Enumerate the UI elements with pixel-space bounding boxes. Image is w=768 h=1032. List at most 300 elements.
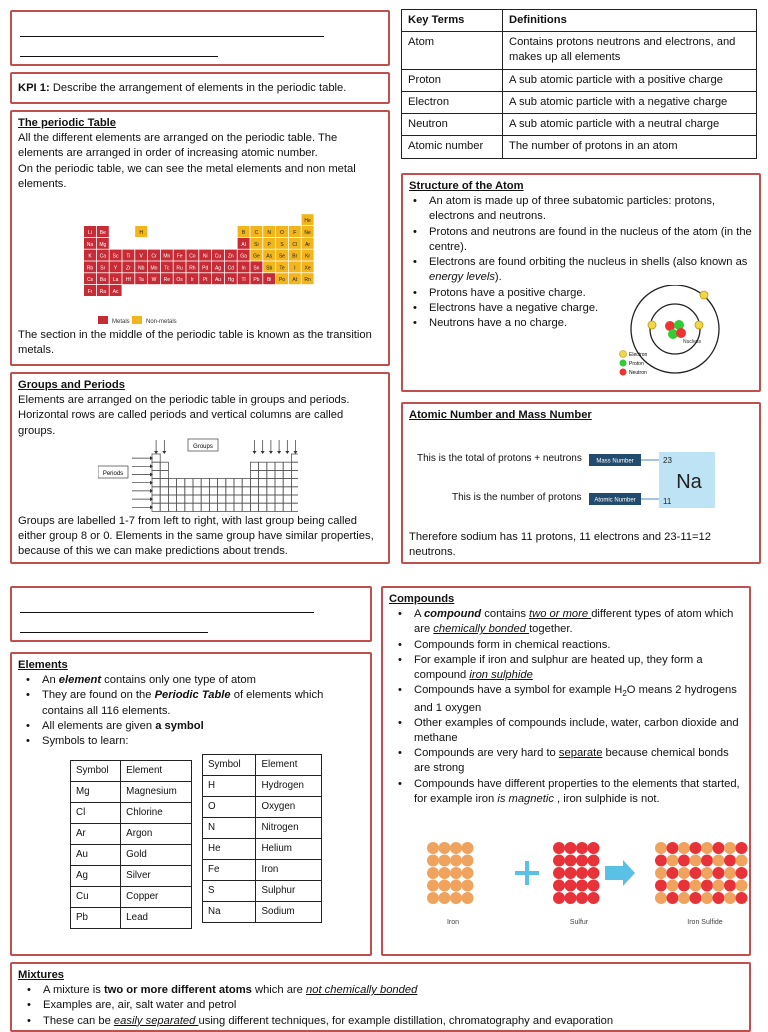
element-symbol: As [266,253,273,260]
element-symbol: Bi [266,277,272,284]
bullet-list [389,607,743,807]
element-symbol: Si [254,241,259,248]
text: of elements which contains all 116 elements. [42,689,324,717]
symbol: N [203,818,256,839]
list-item [414,777,743,807]
iron-sulfide-atom [736,892,748,904]
table-row [71,908,192,929]
text: , iron sulphide is not. [553,792,660,805]
paragraph: On the periodic table, we can see the metal elements and non metal elements. [18,162,356,190]
element-symbol: Ba [99,277,106,284]
text: ). [494,271,502,284]
list-item: • Examples are, air, salt water and petrol [43,998,743,1013]
iron-sulfide-atom [690,842,702,854]
iron-sulfide-atom [655,880,667,892]
emphasis: energy levels [429,271,495,284]
symbol: Ar [71,824,121,845]
list-item [43,983,743,998]
table-row [203,818,322,839]
definition: A sub atomic particle with a negative charge [503,91,757,113]
periodic-table-box [10,110,390,366]
element-symbol: Zn [227,253,234,260]
table-row [203,797,322,818]
table-header: Element [256,755,322,776]
text: An [42,674,59,687]
bullet-list [18,673,364,749]
iron-sulfide-atom [736,842,748,854]
element-symbol: Y [113,265,118,272]
element-name: Copper [121,887,192,908]
iron-atom [450,892,462,904]
section-heading: Atomic Number and Mass Number [409,409,592,421]
list-item: • Other examples of compounds include, water, carbon dioxide and methane [414,716,743,746]
element-name: Magnesium [121,782,192,803]
table-header: Element [121,761,192,782]
iron-atom [439,867,451,879]
mass-number-caption: This is the total of protons + neutrons [417,453,582,464]
element-name: Sulphur [256,881,322,902]
element-symbol: N [267,230,272,236]
emphasis: easily separated [113,1014,199,1027]
element-symbol: Mg [99,241,107,248]
element-name: Oxygen [256,797,322,818]
sulfur-atom [576,880,588,892]
symbol: Mg [71,782,121,803]
iron-sulfide-atom [701,892,713,904]
iron-atom [427,892,439,904]
iron-sulfide-atom [713,867,725,879]
symbols-table-1 [70,760,192,929]
table-row [203,902,322,923]
iron-sulfide-label: Iron Sulfide [687,919,723,926]
symbol: S [203,881,256,902]
element-symbol: H [139,230,144,236]
iron-atom [462,867,474,879]
definition: A sub atomic particle with a positive charge [503,69,757,91]
legend-nonmetals: Non-metals [146,319,177,325]
list-item: • Neutrons have a no charge. [429,316,753,331]
iron-sulfide-atom [667,842,679,854]
text: Compounds have different properties to the elements that started, for example iron [414,777,740,805]
iron-atom [427,880,439,892]
iron-sulfide-atom [736,880,748,892]
mass-number-value: 23 [663,456,672,465]
text: contains [481,608,530,621]
element-symbol: Ag [214,265,222,272]
element-name: Chlorine [121,803,192,824]
iron-sulfide-atom [690,892,702,904]
table-row [71,782,192,803]
mixtures-box [10,962,751,1032]
iron-sulfide-atom [724,842,736,854]
element-symbol: Be [99,230,106,236]
sulfur-atom [553,880,565,892]
element-name: Lead [121,908,192,929]
symbol: Au [71,845,121,866]
title-box-bottom [10,586,372,642]
groups-periods-diagram [98,436,298,514]
kpi-label: KPI 1: [18,82,50,94]
iron-sulfide-atom [667,892,679,904]
element-symbol: Hg [227,277,235,284]
list-item: • Protons and neutrons are found in the nucleus of the atom (in the centre). [429,225,753,255]
text: because chemical bonds are strong [414,747,729,775]
element-symbol: O [280,230,284,236]
sulfur-atom [565,842,577,854]
iron-atom [439,842,451,854]
kpi-box [10,72,390,104]
periods-label: Periods [102,471,124,477]
sulfur-atom [565,892,577,904]
sulfur-atom [565,867,577,879]
section-heading: Compounds [389,593,455,605]
sulfur-atom [565,855,577,867]
section-heading: Mixtures [18,969,65,981]
atomic-number-tag: Atomic Number [594,497,636,504]
text: Electrons are found orbiting the nucleus in shells (also known as [429,256,748,269]
list-item [414,653,743,683]
sulfur-atom [576,855,588,867]
emphasis: two or more different atoms [103,984,252,997]
element-symbol: S [280,241,284,248]
sulfur-atom [553,892,565,904]
sulfur-atom [553,855,565,867]
sulfur-atom [576,842,588,854]
term: Electron [402,91,503,113]
element-symbol: Tl [241,277,246,284]
element-name: Argon [121,824,192,845]
element-name: Silver [121,866,192,887]
iron-sulfide-atom [713,855,725,867]
symbol: Cu [71,887,121,908]
list-item: • Compounds form in chemical reactions. [414,638,743,653]
sulfur-label: Sulfur [569,919,589,926]
symbol: O [203,797,256,818]
sulfur-atom [588,867,600,879]
groups-label: Groups [193,444,213,450]
table-row [71,887,192,908]
iron-atom [450,867,462,879]
iron-sulfide-atom [724,892,736,904]
element-symbol: Al [241,241,246,248]
emphasis: a symbol [155,719,204,732]
emphasis: element [58,674,102,687]
element-symbol: K [88,253,92,260]
iron-sulfide-atom [667,867,679,879]
element-symbol: Te [279,265,285,272]
element-symbol: I [294,265,296,272]
element-symbol: Au [214,277,222,284]
atomic-number-value: 11 [663,497,672,506]
element-symbol: Sr [100,265,106,272]
iron-sulfide-atom [655,842,667,854]
text: contains only one type of atom [101,674,256,687]
list-item [414,607,743,637]
element-symbol: Br [292,253,298,260]
definition: Contains protons neutrons and electrons, and makes up all elements [503,32,757,69]
emphasis: chemically bonded [433,623,530,636]
element-symbol: Cd [227,265,235,272]
elements-box [10,652,372,956]
element-symbol: Li [88,230,92,236]
list-item: • Symbols to learn: [42,734,364,749]
text: which are [251,984,306,997]
iron-sulfide-atom [724,855,736,867]
iron-sulfide-atom [678,880,690,892]
list-item [414,746,743,776]
iron-sulfide-atom [678,867,690,879]
iron-atom [450,842,462,854]
symbol: Na [203,902,256,923]
symbol: Cl [71,803,121,824]
iron-sulfide-atom [667,855,679,867]
element-symbol: Ga [240,253,247,260]
section-heading: Groups and Periods [18,379,125,391]
term: Atomic number [402,136,503,158]
emphasis: iron sulphide [469,669,533,682]
table-row [203,860,322,881]
term: Atom [402,32,503,69]
element-symbol: Nb [137,265,145,272]
paragraph: Therefore sodium has 11 protons, 11 electrons and 23-11=12 neutrons. [409,531,711,559]
element-name: Gold [121,845,192,866]
iron-sulfide-atom [655,867,667,879]
symbol: H [203,776,256,797]
table-row [402,91,757,113]
element-symbol: Cs [86,277,94,284]
iron-label: Iron [446,919,460,926]
element-symbol: In [241,265,246,272]
element-symbol: Ge [253,253,260,260]
iron-sulfide-atom [713,880,725,892]
table-row [402,114,757,136]
emphasis: Periodic Table [154,689,231,702]
iron-atom [427,867,439,879]
table-row [402,32,757,69]
element-symbol: He [304,218,311,225]
paragraph: Elements are arranged on the periodic table in groups and periods. Horizontal rows are called periods and vertical columns are called groups. [18,394,350,437]
symbol: Pb [71,908,121,929]
element-symbol: Se [278,253,286,260]
text: They are found on the [42,689,155,702]
table-row [71,845,192,866]
element-symbol: Xe [304,265,311,272]
list-item: • Protons have a positive charge. [429,286,753,301]
element-symbol: Ne [304,230,311,236]
element-symbol: Na [676,471,702,493]
text: All elements are given [42,719,156,732]
list-item [42,688,364,718]
emphasis: separate [558,747,603,760]
bullet-list [18,983,743,1029]
symbol: He [203,839,256,860]
sodium-notation [589,450,729,514]
element-symbol: Cu [214,253,222,260]
element-symbol: Os [176,277,183,284]
iron-sulfide-atom [690,880,702,892]
element-symbol: Rn [304,277,311,284]
iron-atom [427,842,439,854]
element-symbol: Ni [202,253,208,260]
element-symbol: Zr [126,265,131,272]
title-line [20,56,218,57]
iron-sulfide-atom [724,880,736,892]
element-symbol: Tc [164,265,170,272]
element-symbol: Pd [202,265,209,272]
symbol: Ag [71,866,121,887]
iron-sulfide-atom [701,842,713,854]
nonmetals-swatch [132,316,142,324]
section-heading: Structure of the Atom [409,180,524,192]
section-heading: Elements [18,659,68,671]
element-symbol: Ta [138,277,144,284]
element-symbol: V [139,253,143,260]
table-row [402,69,757,91]
table-row [203,776,322,797]
element-symbol: W [151,277,157,284]
iron-atom [439,855,451,867]
table-header: Symbol [203,755,256,776]
symbol: Fe [203,860,256,881]
compounds-box [381,586,751,956]
element-symbol: Pt [202,277,208,284]
element-symbol: Sb [266,265,273,272]
element-symbol: Kr [305,253,311,260]
element-symbol: Sc [112,253,119,260]
table-row [71,866,192,887]
element-symbol: Mo [150,265,158,272]
iron-sulfide-atom [690,855,702,867]
paragraph: All the different elements are arranged on the periodic table. The elements are arranged in order of increasing atomic number. [18,132,338,160]
element-symbol: Fr [87,289,93,295]
nucleus-label: Nucleus [683,339,702,345]
table-row [203,839,322,860]
list-item [414,683,743,715]
element-symbol: Cl [292,241,298,248]
element-symbol: Na [86,241,94,248]
iron-sulfide-atom [655,892,667,904]
symbols-table-2 [202,754,322,923]
text: using different techniques, for example distillation, chromatography and evaporation [198,1014,614,1027]
iron-atom [462,880,474,892]
emphasis: two or more [529,608,592,621]
title-line [20,612,314,613]
periodic-table-diagram [12,204,392,326]
arrow-icon [605,860,635,886]
legend-metals: Metals [112,319,130,325]
title-line [20,632,208,633]
text: A [414,608,424,621]
iron-sulfide-atom [655,855,667,867]
iron-sulfide-atom [678,892,690,904]
table-header: Definitions [503,10,757,32]
legend-neutron: Neutron [629,370,647,376]
element-symbol: Co [189,253,196,260]
iron-atom [462,855,474,867]
sulfur-atom [588,892,600,904]
iron-atom [462,842,474,854]
iron-sulfide-atom [724,867,736,879]
iron-atom [462,892,474,904]
atom-structure-box [401,173,761,392]
table-header: Symbol [71,761,121,782]
element-symbol: P [267,241,271,248]
sulfur-atom [588,842,600,854]
iron-sulfur-reaction-diagram [423,834,763,934]
text: Compounds have a symbol for example H [414,684,623,697]
sulfur-atom [553,867,565,879]
section-heading: The periodic Table [18,117,117,129]
sulfur-atom [588,855,600,867]
list-item [429,255,753,285]
iron-sulfide-atom [736,855,748,867]
table-row [203,881,322,902]
table-row [402,136,757,158]
element-symbol: Fe [176,253,183,260]
term: Proton [402,69,503,91]
element-symbol: Re [163,277,171,284]
element-symbol: B [241,230,246,236]
list-item: • Electrons have a negative charge. [429,301,753,316]
term: Neutron [402,114,503,136]
paragraph: The section in the middle of the periodic table is known as the transition metals. [18,329,372,357]
atomic-number-caption: This is the number of protons [452,492,582,503]
table-header: Key Terms [402,10,503,32]
atomic-number-box [401,402,761,564]
element-symbol: Sn [253,265,260,272]
title-line [20,36,324,37]
element-symbol: Mn [163,253,171,260]
iron-sulfide-atom [701,867,713,879]
element-name: Sodium [256,902,322,923]
sulfur-atom [576,892,588,904]
paragraph: Groups are labelled 1-7 from left to right, with last group being called either group 8 or 0. Elements in the same group have similar properties, because of this we can make predictions about trends. [18,515,374,558]
iron-atom [450,855,462,867]
element-symbol: Rb [86,265,94,272]
title-box-top [10,10,390,66]
iron-atom [427,855,439,867]
list-item [42,673,364,688]
text: For example if iron and sulphur are heated up, they form a compound [414,653,703,682]
atom-diagram [613,285,743,385]
element-symbol: Cr [151,253,157,260]
iron-atom [450,880,462,892]
element-symbol: Ca [99,253,107,260]
list-item: • An atom is made up of three subatomic particles: protons, electrons and neutrons. [429,194,753,224]
list-item [43,1014,743,1029]
iron-sulfide-atom [690,867,702,879]
element-symbol: F [293,230,297,236]
element-symbol: Ti [126,253,131,260]
emphasis: compound [423,608,482,621]
subscript: 2 [622,689,627,699]
element-symbol: Ru [176,265,183,272]
definition: The number of protons in an atom [503,136,757,158]
element-name: Hydrogen [256,776,322,797]
iron-sulfide-atom [736,867,748,879]
element-symbol: Po [278,277,286,284]
element-name: Helium [256,839,322,860]
sulfur-atom [588,880,600,892]
sulfur-atom [553,842,565,854]
text: A mixture is [43,984,104,997]
iron-sulfide-atom [678,842,690,854]
list-item [42,719,364,734]
element-symbol: Ac [112,289,119,295]
iron-sulfide-atom [667,880,679,892]
iron-sulfide-atom [701,855,713,867]
mass-number-tag: Mass Number [596,458,634,465]
